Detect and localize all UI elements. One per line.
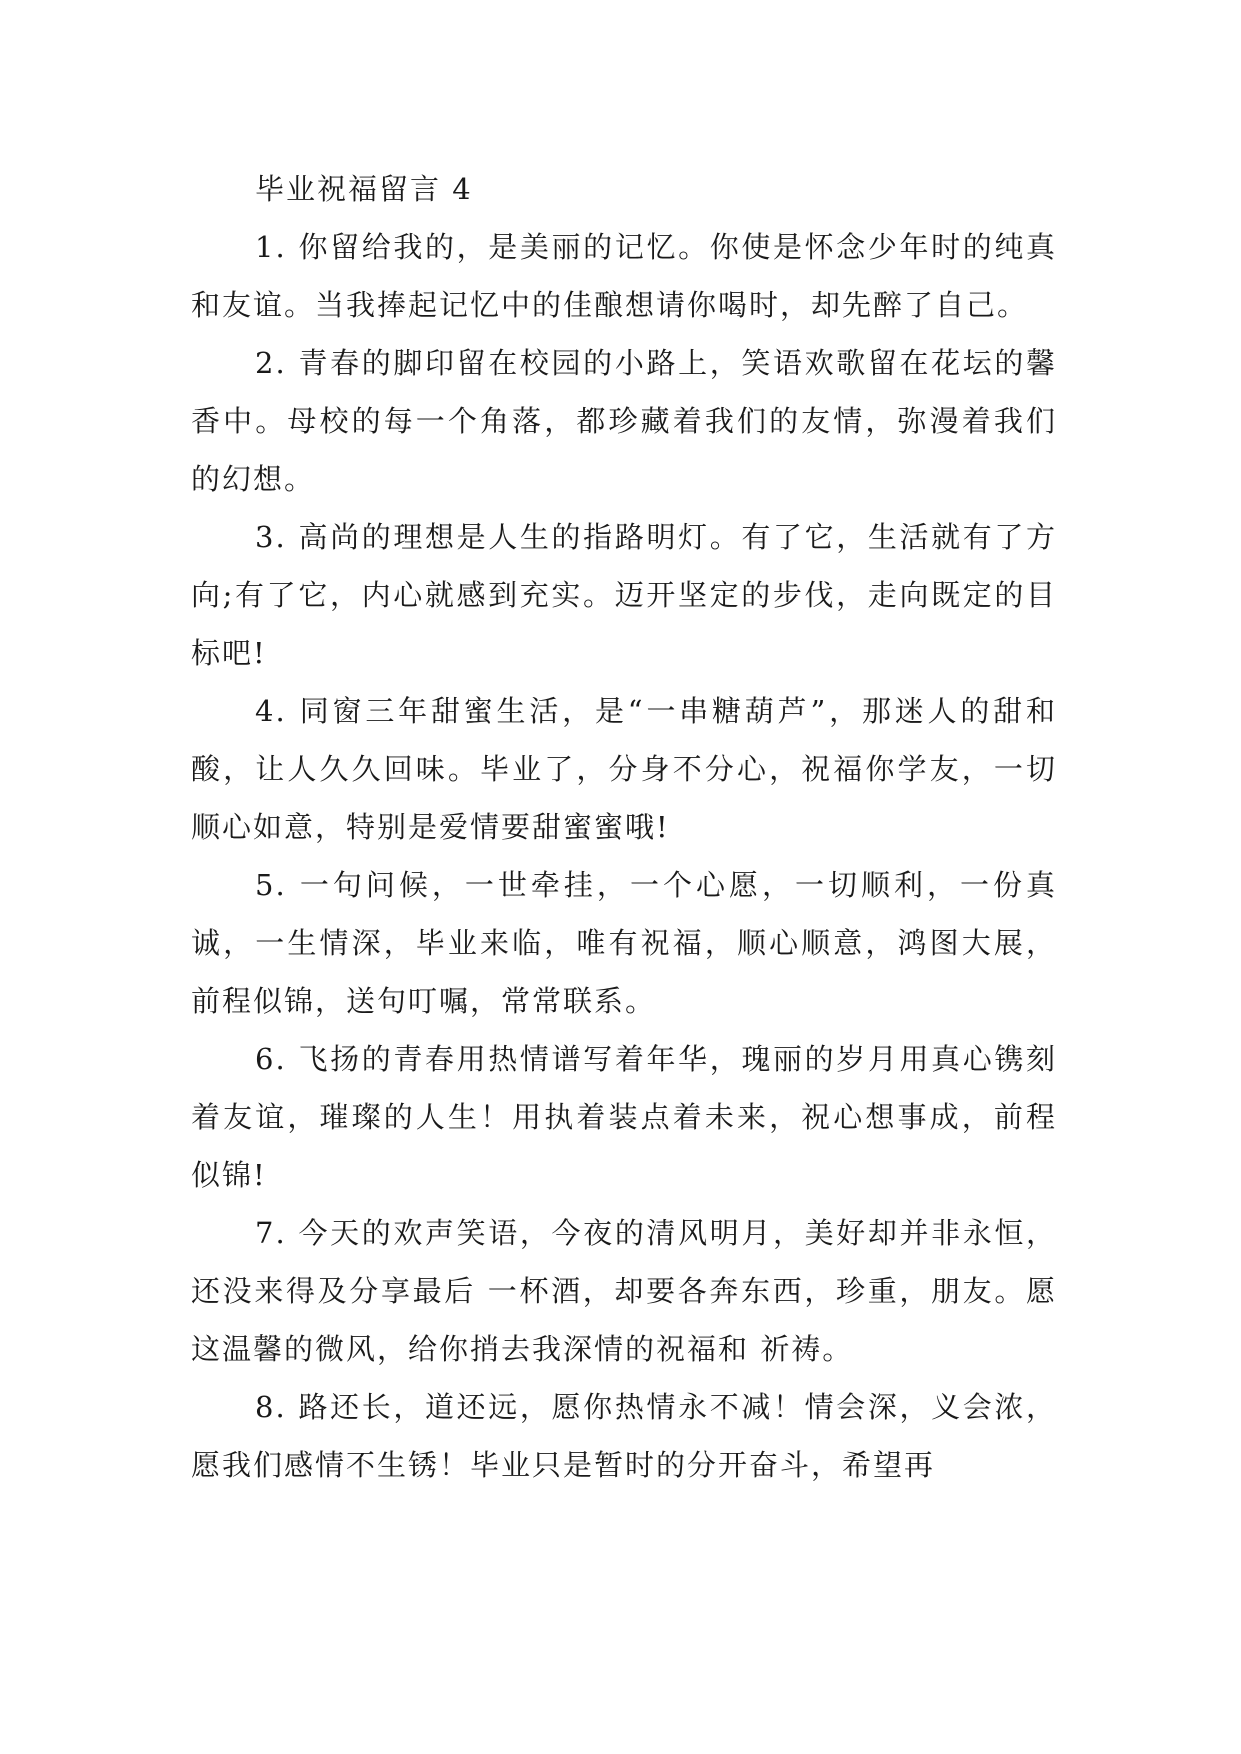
paragraph-5: 5. 一句问候，一世牵挂，一个心愿，一切顺利，一份真诚，一生情深，毕业来临，唯有祝福，顺心顺意，鸿图大展，前程似锦，送句叮嘱，常常联系。 [191,868,1057,1018]
document-title: 毕业祝福留言 4 [255,172,473,206]
paragraph-1: 1. 你留给我的，是美丽的记忆。你使是怀念少年时的纯真和友谊。当我捧起记忆中的佳酿想请你喝时，却先醉了自己。 [191,230,1057,322]
paragraph-8: 8. 路还长，道还远，愿你热情永不减！情会深，义会浓，愿我们感情不生锈！毕业只是暂时的分开奋斗，希望再 [191,1390,1057,1482]
document-body [191,160,1057,1494]
paragraph-2: 2. 青春的脚印留在校园的小路上，笑语欢歌留在花坛的馨香中。母校的每一个角落，都珍藏着我们的友情，弥漫着我们的幻想。 [191,346,1057,496]
paragraph-6: 6. 飞扬的青春用热情谱写着年华，瑰丽的岁月用真心镌刻着友谊，璀璨的人生！用执着装点着未来，祝心想事成，前程似锦! [191,1042,1057,1192]
paragraph-3: 3. 高尚的理想是人生的指路明灯。有了它，生活就有了方向;有了它，内心就感到充实。迈开坚定的步伐，走向既定的目标吧! [191,520,1057,670]
paragraph-7: 7. 今天的欢声笑语，今夜的清风明月，美好却并非永恒，还没来得及分享最后 一杯酒，却要各奔东西，珍重，朋友。愿这温馨的微风，给你捎去我深情的祝福和 祈祷。 [191,1216,1057,1366]
paragraph-4: 4. 同窗三年甜蜜生活，是“一串糖葫芦”，那迷人的甜和酸，让人久久回味。毕业了，分身不分心，祝福你学友，一切顺心如意，特别是爱情要甜蜜蜜哦! [191,694,1057,844]
